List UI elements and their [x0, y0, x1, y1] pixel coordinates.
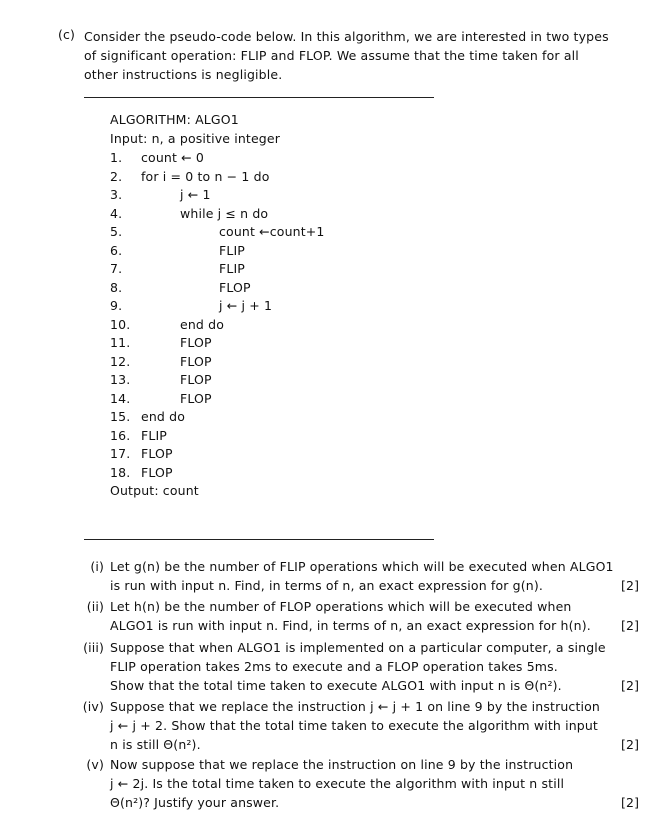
algorithm-line-number: 14. [110, 390, 131, 406]
algorithm-line-number: 4. [110, 205, 123, 221]
intro-line: other instructions is negligible. [84, 67, 283, 82]
question-number: (iv) [82, 699, 104, 714]
algorithm-line-number: 2. [110, 168, 123, 184]
algorithm-line-number: 5. [110, 224, 123, 239]
algorithm-line-code: FLIP [141, 427, 167, 443]
question-text-line: Let h(n) be the number of FLOP operations which will be executed when [110, 599, 572, 614]
question-text-line: Let g(n) be the number of FLIP operations which will be executed when ALGO1 [110, 559, 614, 574]
question-text-line: Show that the total time taken to execute ALGO1 with input n is Θ(n²). [110, 678, 562, 693]
intro-text [84, 27, 609, 84]
algorithm-line-code: FLOP [180, 353, 212, 369]
algorithm-line-code: for i = 0 to n − 1 do [141, 168, 270, 184]
algorithm-line-number: 3. [110, 187, 123, 202]
algorithm-line-number: 9. [110, 298, 123, 313]
question-text-line: is run with input n. Find, in terms of n, an exact expression for g(n). [110, 578, 544, 593]
algorithm-title: ALGORITHM: ALGO1 [110, 112, 239, 127]
algorithm-line-code: count ← 0 [141, 150, 204, 165]
algorithm-line-code: end do [141, 409, 186, 424]
algorithm-line-number: 13. [110, 372, 131, 387]
question-marks: [2] [621, 618, 640, 633]
algorithm-line-code: FLOP [180, 335, 212, 350]
question-marks: [2] [621, 795, 640, 810]
question-text-line: FLIP operation takes 2ms to execute and a FLOP operation takes 5ms. [110, 659, 558, 674]
algorithm-line-code: j ← 1 [180, 187, 211, 202]
question-number: (i) [90, 559, 104, 574]
question-text-line: Now suppose that we replace the instruction on line 9 by the instruction [110, 757, 574, 772]
algorithm-line-code: j ← j + 1 [219, 298, 273, 313]
algorithm-line-code: FLOP [180, 390, 212, 406]
question-number: (iii) [83, 640, 104, 655]
question-marks: [2] [621, 578, 640, 593]
question-text-line: Suppose that we replace the instruction j ← j + 1 on line 9 by the instruction [110, 699, 600, 714]
question-text-line: Suppose that when ALGO1 is implemented on a particular computer, a single [110, 640, 606, 655]
question-text-line: j ← 2j. Is the total time taken to execute the algorithm with input n still [110, 776, 565, 791]
algorithm-input: Input: n, a positive integer [110, 131, 281, 146]
algorithm-line-number: 16. [110, 427, 131, 443]
question-text-line: j ← j + 2. Show that the total time taken to execute the algorithm with input [110, 718, 598, 733]
algorithm-line-code: FLOP [219, 279, 251, 295]
algorithm-line-number: 8. [110, 279, 123, 295]
algorithm-line-number: 12. [110, 353, 131, 369]
intro-line: of significant operation: FLIP and FLOP. We assume that the time taken for all [84, 48, 579, 63]
part-label: (c) [58, 27, 76, 42]
algorithm-line-code: end do [180, 316, 225, 332]
question-text-line: ALGO1 is run with input n. Find, in terms of n, an exact expression for h(n). [110, 618, 591, 633]
question-text-line: n is still Θ(n²). [110, 737, 201, 752]
algorithm-line-code: FLOP [141, 446, 173, 461]
intro-line: Consider the pseudo-code below. In this algorithm, we are interested in two types [84, 29, 609, 44]
algorithm-top-rule [84, 97, 434, 98]
question-number: (ii) [86, 599, 104, 614]
algorithm-bottom-rule [84, 539, 434, 540]
algorithm-line-number: 6. [110, 242, 123, 258]
algorithm-output: Output: count [110, 483, 199, 498]
algorithm-line-code: while j ≤ n do [180, 205, 269, 221]
question-marks: [2] [621, 737, 640, 752]
algorithm-line-code: FLIP [219, 261, 245, 276]
algorithm-line-number: 11. [110, 335, 131, 350]
algorithm-line-number: 15. [110, 409, 131, 424]
algorithm-line-code: FLIP [219, 242, 245, 258]
question-marks: [2] [621, 678, 640, 693]
algorithm-line-number: 7. [110, 261, 123, 276]
algorithm-line-number: 10. [110, 316, 131, 332]
algorithm-line-code: count ←count+1 [219, 224, 325, 239]
algorithm-line-number: 17. [110, 446, 131, 461]
algorithm-line-number: 18. [110, 464, 131, 480]
algorithm-line-number: 1. [110, 150, 123, 165]
question-number: (v) [86, 757, 104, 772]
algorithm-line-code: FLOP [180, 372, 212, 387]
algorithm-line-code: FLOP [141, 464, 173, 480]
question-text-line: Θ(n²)? Justify your answer. [110, 795, 280, 810]
